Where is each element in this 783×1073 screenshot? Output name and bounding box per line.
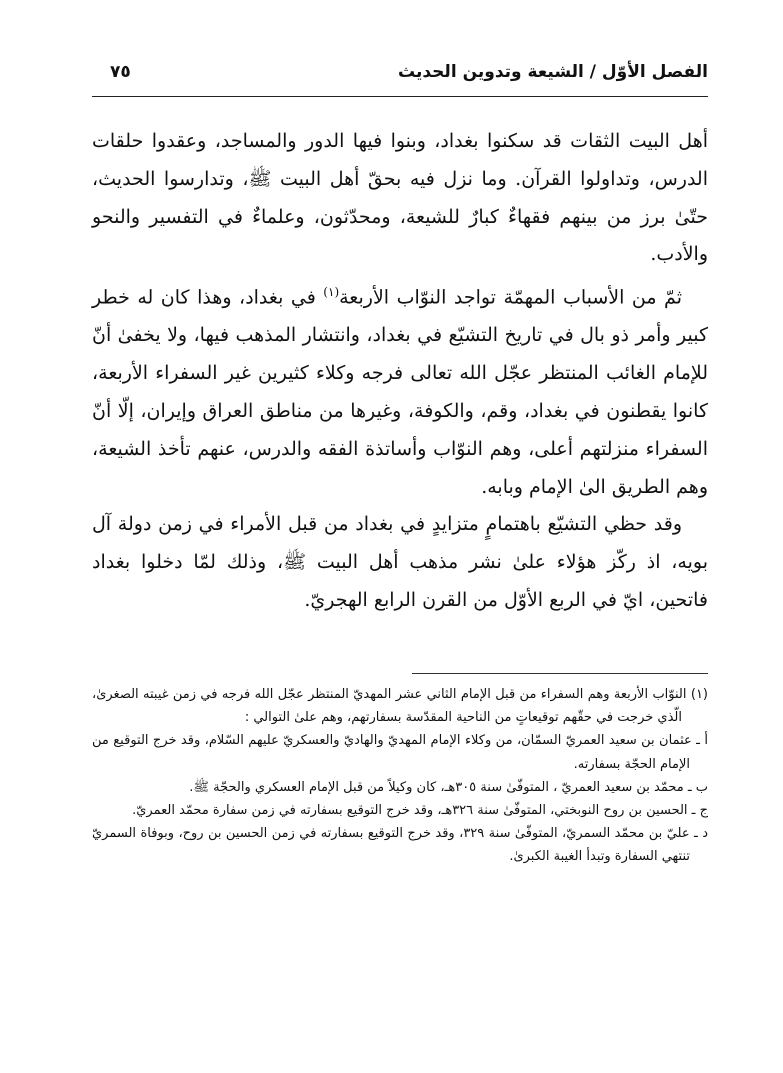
footnote-item: ب ـ محمّد بن سعيد العمريّ ، المتوفّىٰ سنة ٣٠٥هـ، كان وكيلاً من قبل الإمام العسكري والحجّة ﷺ.	[189, 779, 708, 795]
footnote-entry: (١) النوّاب الأربعة وهم السفراء من قبل الإمام الثاني عشر المهديّ المنتظر عجّل الله فرجه في زمن غيبته الصغرىٰ، الّذي خرجت في حقّهم توقيعاتٍ من الناحية المقدّسة بسفارتهم، وهم علىٰ التوالي :	[92, 687, 708, 726]
footnote-item: ج ـ الحسين بن روح النوبختي، المتوفّىٰ سنة ٣٢٦هـ، وقد خرج التوقيع بسفارته في زمن سفارة محمّد العمريّ.	[132, 803, 708, 819]
paragraph	[92, 274, 708, 506]
footnote-separator	[412, 673, 708, 674]
footnote-item: أ ـ عثمان بن سعيد العمريّ السمّان، من وكلاء الإمام المهديّ والهاديّ والعسكريّ عليهم السّلام، وقد خرج التوقيع من الإمام الحجّة بسفارته.	[92, 733, 708, 772]
running-title: الفصل الأوّل / الشيعة وتدوين الحديث	[397, 62, 708, 82]
paragraph: أهل البيت الثقات قد سكنوا بغداد، وبنوا فيها الدور والمساجد، وعقدوا حلقات الدرس، وتداولوا القرآن. وما نزل فيه بحقّ أهل البيت ﷺ، وتدارسوا الحديث، حتّىٰ برز من بينهم فقهاءٌ كبارٌ للشيعة، ومحدّثون، وعلماءٌ في التفسير والنحو والأدب.	[92, 130, 708, 266]
main-text	[92, 123, 708, 620]
paragraph-text: في بغداد، وهذا كان له خطر كبير وأمر ذو بال في تاريخ التشيّع في بغداد، وانتشار المذهب فيها، ولا يخفىٰ أنّ للإمام الغائب المنتظر عجّل الله تعالى فرجه وكلاء كثيرين غير السفراء الأربعة، كانوا يقطنون في بغداد، وقم، والكوفة، وغيرها من مناطق العراق وإيران، إلّا أنّ السفراء منزلتهم أعلى، وهم النوّاب وأساتذة الفقه والدرس، عنهم تأخذ الشيعة، وهم الطريق الىٰ الإمام وبابه.	[92, 286, 708, 498]
paragraph-text: ثمّ من الأسباب المهمّة تواجد النوّاب الأربعة	[339, 286, 682, 309]
paragraph: وقد حظي التشيّع باهتمامٍ متزايدٍ في بغداد من قبل الأمراء في زمن دولة آل بويه، اذ ركّز هؤلاء علىٰ نشر مذهب أهل البيت ﷺ، وذلك لمّا دخلوا بغداد فاتحين، ايّ في الربع الأوّل من القرن الرابع الهجريّ.	[92, 513, 708, 611]
footnotes	[92, 683, 708, 869]
footnote-item: د ـ عليّ بن محمّد السمريّ، المتوفّىٰ سنة ٣٢٩، وقد خرج التوقيع بسفارته في زمن الحسين بن روح، وبوفاة السمريّ تنتهي السفارة وتبدأ الغيبة الكبرىٰ.	[92, 826, 708, 865]
page-number: ٧٥	[110, 62, 131, 82]
footnote-reference[interactable]: (١)	[323, 285, 340, 300]
page-header	[92, 56, 708, 96]
header-rule	[92, 96, 708, 97]
